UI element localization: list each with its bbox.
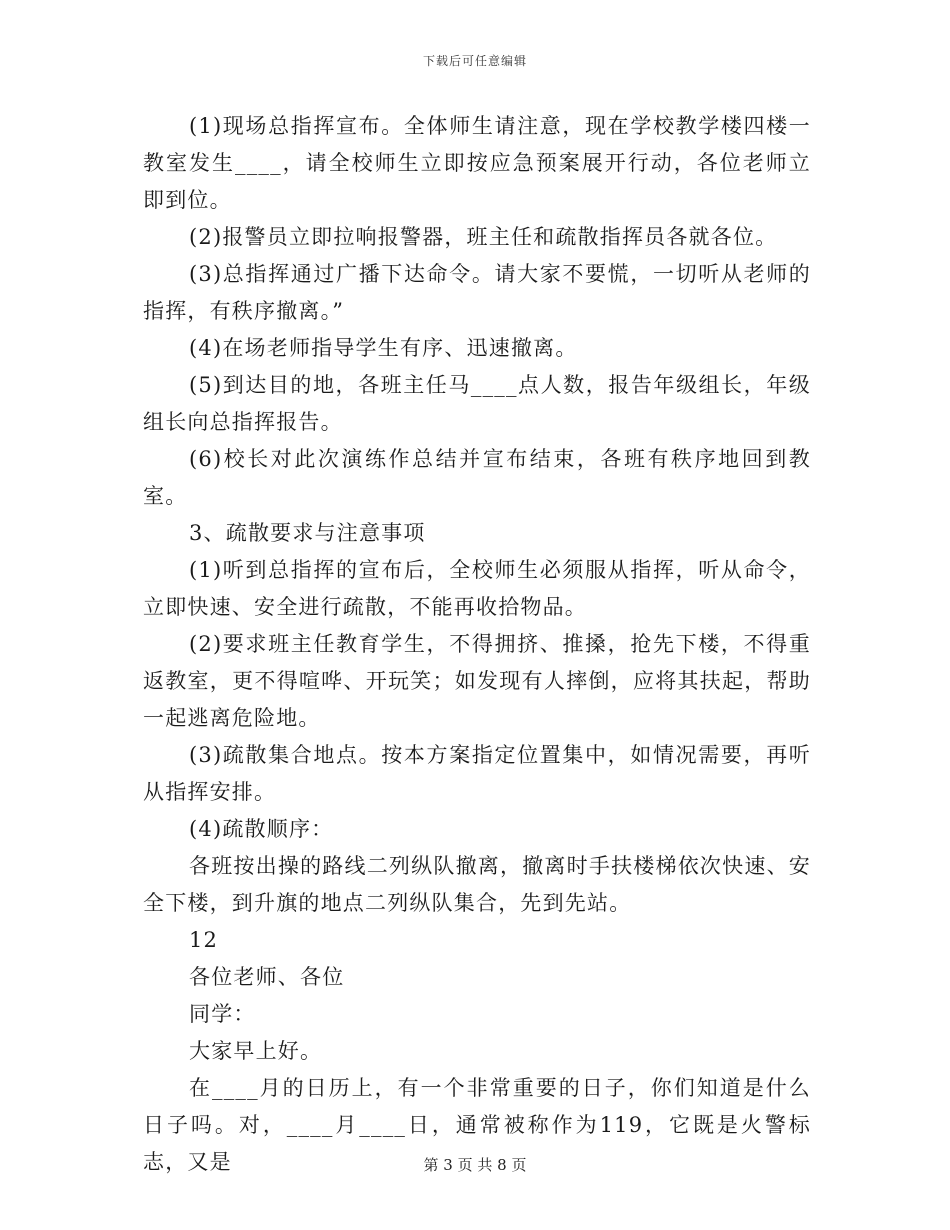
paragraph: 各位老师、各位 — [189, 965, 345, 989]
paragraph: (5)到达目的地，各班主任马____点人数，报告年级组长，年级组长向总指挥报告。 — [143, 373, 811, 434]
paragraph: 大家早上好。 — [189, 1039, 323, 1063]
page-footer: 第 3 页 共 8 页 — [423, 1156, 527, 1174]
paragraph: (4)在场老师指导学生有序、迅速撤离。 — [189, 336, 578, 360]
paragraph: 同学： — [189, 1002, 256, 1026]
paragraph: (1)听到总指挥的宣布后，全校师生必须服从指挥，听从命令，立即快速、安全进行疏散，不能再收拾物品。 — [143, 558, 811, 619]
paragraph: 各班按出操的路线二列纵队撤离，撤离时手扶楼梯依次快速、安全下楼，到升旗的地点二列纵队集合，先到先站。 — [143, 854, 811, 915]
paragraph: (2)要求班主任教育学生，不得拥挤、推搡，抢先下楼，不得重返教室，更不得喧哗、开玩笑；如发现有人摔倒，应将其扶起，帮助一起逃离危险地。 — [143, 632, 811, 730]
paragraph: (6)校长对此次演练作总结并宣布结束，各班有秩序地回到教室。 — [143, 447, 811, 508]
paragraph: (3)疏散集合地点。按本方案指定位置集中，如情况需要，再听从指挥安排。 — [143, 743, 811, 804]
paragraph: (2)报警员立即拉响报警器，班主任和疏散指挥员各就各位。 — [189, 225, 778, 249]
section-heading: 3、疏散要求与注意事项 — [189, 521, 426, 545]
paragraph: (1)现场总指挥宣布。全体师生请注意，现在学校教学楼四楼一教室发生____，请全校师生立即按应急预案展开行动，各位老师立即到位。 — [143, 114, 811, 212]
paragraph: 12 — [189, 928, 219, 952]
page-header: 下载后可任意编辑 — [422, 54, 527, 68]
paragraph: (4)疏散顺序： — [189, 817, 334, 841]
paragraph: 在____月的日历上，有一个非常重要的日子，你们知道是什么日子吗。对，____月____日，通常被称作为119，它既是火警标志，又是 — [143, 1076, 811, 1174]
paragraph: (3)总指挥通过广播下达命令。请大家不要慌，一切听从老师的指挥，有秩序撤离。” — [143, 262, 811, 323]
document-body — [143, 108, 811, 1181]
